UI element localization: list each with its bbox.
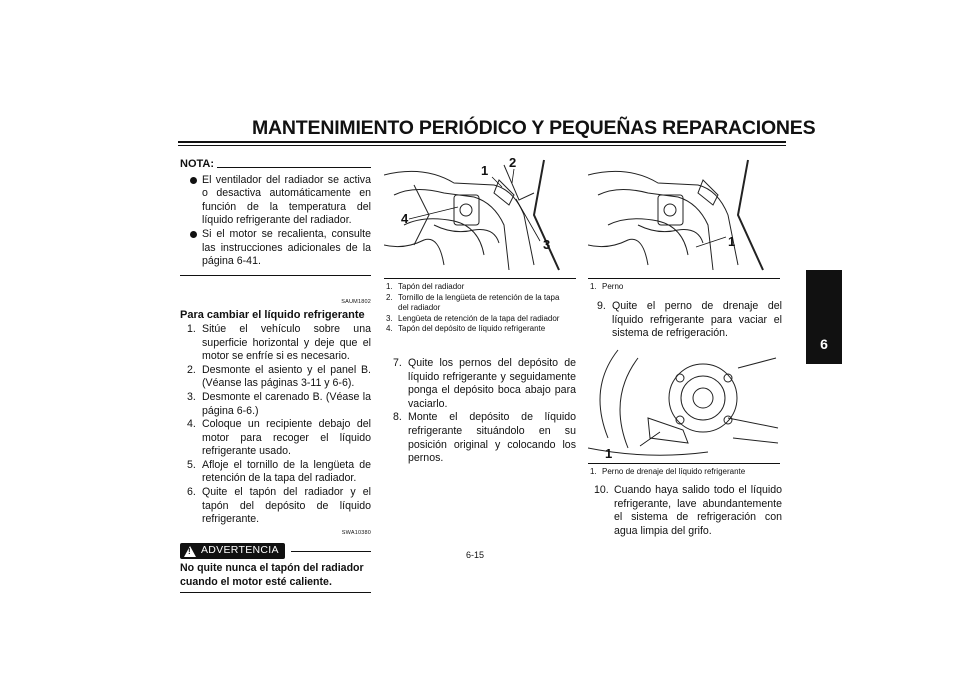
figure-callout: 1 xyxy=(605,446,613,461)
figure-callout: 4 xyxy=(401,211,409,226)
caption-item: 1. Perno de drenaje del líquido refrigerante xyxy=(590,467,746,476)
caption-item: 1. Perno xyxy=(590,282,624,291)
bullet-dot xyxy=(190,177,197,184)
warning-end-rule xyxy=(180,592,371,593)
figure-callout: 3 xyxy=(543,237,551,252)
page-number: 6-15 xyxy=(466,550,485,560)
nota-bullet-text: Si el motor se recalienta, consulte las instrucciones adicionales de la página 6-41. xyxy=(202,227,371,268)
title-rule xyxy=(178,141,786,143)
step-item: 2. Desmonte el asiento y el panel B. (Véanse las páginas 3-11 y 6-6). xyxy=(187,363,371,390)
figure-callout: 1 xyxy=(481,163,489,178)
title-rule-thin xyxy=(178,145,786,146)
radiator-figure xyxy=(384,155,576,275)
step-item: 8. Monte el depósito de líquido refrigerante situándolo en su posición original y colocando los pernos. xyxy=(393,411,576,465)
step-item: 3. Desmonte el carenado B. (Véase la página 6-6.) xyxy=(187,390,371,417)
step-item: 1. Sitúe el vehículo sobre una superficie horizontal y deje que el motor se enfríe si es necesario. xyxy=(187,322,371,363)
step-item: 6. Quite el tapón del radiador y el tapón del depósito de líquido refrigerante. xyxy=(187,486,371,526)
figure-captions xyxy=(590,282,776,293)
step-item: 5. Afloje el tornillo de la lengüeta de retención de la tapa del radiador. xyxy=(187,458,371,485)
middle-steps xyxy=(386,357,576,466)
warning-badge xyxy=(180,543,285,559)
nota-bullet xyxy=(180,174,371,228)
figure-captions xyxy=(386,282,572,335)
figure-rule xyxy=(384,278,576,279)
step-item: 7. Quite los pernos del depósito de líquido refrigerante y seguidamente ponga el depósito boca abajo para vaciarlo. xyxy=(393,357,576,410)
warning-triangle-icon: ! xyxy=(184,546,196,557)
warning-rule xyxy=(291,551,371,552)
section-tab[interactable]: 6 xyxy=(806,324,842,364)
section-code: SAUM1802 xyxy=(341,298,371,305)
figure-callout: 1 xyxy=(728,234,736,249)
nota-bullet xyxy=(180,228,371,269)
caption-item: 1. Tapón del radiador xyxy=(386,282,465,291)
bullet-dot xyxy=(190,231,197,238)
nota-bullet-text: El ventilador del radiador se activa o desactiva automáticamente en función de la temperatura del líquido refrigerante del radiador. xyxy=(202,173,371,227)
section-heading: Para cambiar el líquido refrigerante xyxy=(180,309,365,322)
step-item: 4. Coloque un recipiente debajo del motor para recoger el líquido refrigerante usado. xyxy=(187,418,371,458)
left-column xyxy=(180,158,371,593)
warning-header xyxy=(180,543,371,559)
warning-text: No quite nunca el tapón del radiador cuando el motor esté caliente. xyxy=(180,562,364,588)
nota-rule xyxy=(217,167,371,168)
caption-item: 3. Lengüeta de retención de la tapa del radiador xyxy=(386,313,560,323)
nota-label: NOTA: xyxy=(180,158,215,170)
figure-callout: 2 xyxy=(509,155,517,170)
caption-item: 2. Tornillo de la lengüeta de retención de la tapa del radiador xyxy=(386,292,560,312)
figure-rule xyxy=(588,463,780,464)
section-tab-bar xyxy=(806,270,842,324)
step-item: 9. Quite el perno de drenaje del líquido refrigerante para vaciar el sistema de refrigeración. xyxy=(597,300,782,340)
right-step-10 xyxy=(590,484,782,538)
right-step-9 xyxy=(590,300,782,341)
figure-rule xyxy=(588,278,780,279)
warning-code: SWA10380 xyxy=(341,529,371,536)
drain-bolt-figure-bottom xyxy=(588,348,780,460)
figure-captions xyxy=(590,467,776,478)
drain-bolt-figure-top xyxy=(588,155,780,275)
page-title: MANTENIMIENTO PERIÓDICO Y PEQUEÑAS REPARACIONES xyxy=(252,117,816,139)
warning-label: ADVERTENCIA xyxy=(201,544,279,557)
step-item: 10. Cuando haya salido todo el líquido refrigerante, lave abundantemente el sistema de refrigeración con agua limpia del grifo. xyxy=(594,484,782,537)
caption-item: 4. Tapón del depósito de líquido refrigerante xyxy=(386,324,546,333)
